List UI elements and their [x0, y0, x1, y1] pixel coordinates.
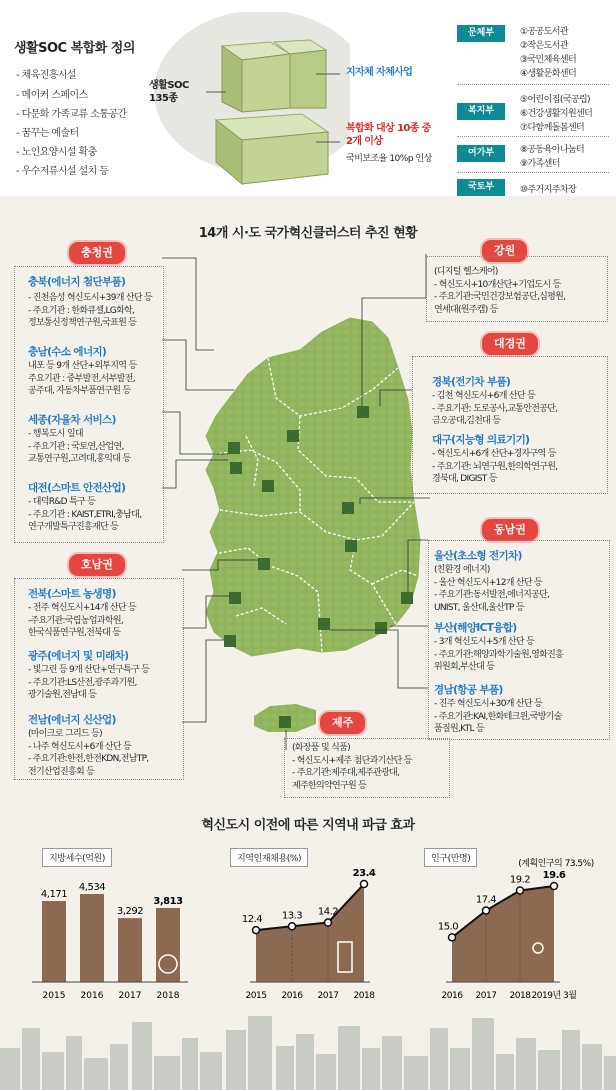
x-tick-label: 2018	[509, 991, 531, 1001]
soc-definition-panel	[0, 0, 616, 196]
cluster-heading: 대전(스마트 안전산업)	[28, 482, 126, 494]
x-tick-label: 2018	[353, 991, 375, 1001]
data-label: 19.6	[542, 870, 566, 881]
chart-title-population: 인구(만명)	[424, 848, 477, 867]
bar-value-label: 4,171	[40, 889, 68, 901]
chart-title-tax: 지방세수(억원)	[42, 848, 112, 867]
divider	[457, 84, 609, 85]
cluster-heading: 전북(스마트 농생명)	[28, 588, 116, 600]
bar-value-label: 4,534	[78, 882, 106, 893]
chart-title-hiring: 지역인재채용(%)	[230, 848, 308, 867]
cluster-details: (친환경 에너지) - 울산 혁신도시+12개 산단 등 - 주요기관:동서발전,에너지공단, UNIST, 울산대,울산TP 등	[434, 565, 550, 613]
ministry-item: ③국민체육센터	[520, 55, 577, 65]
area-fill	[256, 884, 364, 982]
tax-revenue-chart	[26, 864, 194, 1004]
data-label: 15.0	[437, 921, 459, 933]
bar	[80, 894, 104, 982]
effects-title: 혁신도시 이전에 따른 지역내 파급 효과	[201, 818, 415, 833]
cluster-details: - 대덕R&D 특구 등 - 주요기관 : KAIST,ETRI,충남대, 연구개발특구진흥재단 등	[28, 497, 142, 532]
region-badge-daegyeong: 대경권	[480, 331, 540, 357]
cluster-heading: 울산(초소형 전기차)	[434, 550, 522, 562]
data-label: 12.4	[241, 914, 263, 926]
target-label: 복합화 대상 10종 중 2개 이상	[346, 123, 431, 147]
ministry-item: ⑧공동육아나눔터	[520, 145, 585, 155]
cluster-heading: 전남(에너지 신산업)	[28, 714, 116, 726]
x-tick-label: 2018	[156, 991, 180, 1001]
definition-item: - 우수저류시설 설치 등	[16, 166, 109, 177]
ministry-badge: 국토부	[457, 179, 505, 196]
annotation-label: (계획인구의 73.5%)	[518, 859, 594, 869]
cluster-heading: 충북(에너지 첨단부품)	[28, 276, 126, 288]
cluster-heading: 대구(지능형 의료기기)	[432, 434, 530, 446]
local-project-label: 지자체 자체사업	[346, 67, 413, 78]
ministry-item: ⑩주거지주차장	[520, 185, 577, 195]
cluster-details: (마이크로 그리드 등) - 나주 혁신도시+6개 산단 등 - 주요기관:한전,한전KDN,전남TP, 전기산업진흥회 등	[28, 729, 149, 777]
divider	[457, 136, 609, 137]
definition-item: - 다문화 가족교류 소통공간	[16, 109, 127, 120]
definition-title: 생활SOC 복합화 정의	[14, 41, 135, 56]
x-tick-label: 2015	[245, 991, 267, 1001]
definition-item: - 메이커 스페이스	[16, 90, 88, 101]
cluster-details: - 3개 혁신도시+5개 산단 등 - 주요기관:해양과학기술원,영화진흥 위원회,부산대 등	[434, 637, 564, 672]
x-tick-label: 2019년 3월	[531, 991, 577, 1001]
cluster-details: 내포 등 9개 산단+외투지역 등 주요기관 : 중부발전,서부발전, 공주대, 자동차부품연구원 등	[28, 361, 137, 396]
divider	[457, 172, 609, 173]
data-point	[325, 919, 332, 926]
region-badge-dongnam: 동남권	[480, 517, 540, 543]
x-tick-label: 2017	[317, 991, 339, 1001]
bar-value-label: 3,813	[153, 895, 183, 907]
population-chart	[428, 830, 616, 1004]
bar	[118, 918, 142, 982]
x-tick-label: 2016	[80, 991, 104, 1001]
bar-value-label: 3,292	[116, 906, 144, 918]
cluster-details: - 행복도시 일대 - 주요기관 : 국토연,산업연, 교통연구원,고려대,홍익대 등	[28, 429, 131, 464]
cluster-heading: 경북(전기차 부품)	[432, 376, 511, 388]
data-label: 13.3	[281, 910, 303, 922]
data-point	[289, 923, 296, 930]
cluster-details: (디지털 헬스케어) - 혁신도시+10개산단+기업도시 등 - 주요기관:국민건강보험공단,심평원, 연세대(원주캠) 등	[434, 267, 566, 315]
cluster-details: - 혁신도시+6개 산단+경자구역 등 - 주요기관: 뇌연구원,한의학연구원, 경북대, DIGIST 등	[432, 449, 558, 484]
subsidy-label: 국비보조율 10%p 인상	[346, 154, 432, 164]
ministry-item: ⑥건강생활지원센터	[520, 109, 593, 119]
cluster-heading: 경남(항공 부품)	[434, 684, 503, 696]
data-point	[517, 887, 524, 894]
region-badge-honam: 호남권	[67, 552, 127, 578]
ministry-item: ⑨가족센터	[520, 159, 560, 169]
definition-item: - 노인요양시설 확충	[16, 147, 97, 158]
x-tick-label: 2016	[441, 991, 463, 1001]
ministry-item: ①공공도서관	[520, 27, 568, 37]
cube-label: 생활SOC 135종	[149, 80, 189, 104]
x-tick-label: 2015	[42, 991, 66, 1001]
ministry-item: ④생활문화센터	[520, 69, 577, 79]
data-point	[361, 881, 368, 888]
definition-item: - 체육진흥시설	[16, 70, 76, 81]
definition-item: - 꿈꾸는 예술터	[16, 128, 79, 139]
ministry-item: ②작은도서관	[520, 41, 568, 51]
ministry-badge: 여가부	[457, 145, 505, 162]
bar	[156, 908, 180, 982]
cluster-section-title: 14개 시·도 국가혁신클러스터 추진 현황	[198, 226, 418, 241]
cluster-details: - 김천 혁신도시+6개 산단 등 - 주요기관: 도로공사,교통안전공단, 금오공대,김천대 등	[432, 391, 558, 426]
ministry-item: ⑤어린이집(국공립)	[520, 95, 590, 105]
data-point	[449, 934, 456, 941]
bar	[42, 901, 66, 982]
region-badge-jeju: 제주	[318, 710, 367, 736]
data-label: 14.2	[317, 906, 339, 918]
cluster-heading: 부산(해양ICT융합)	[434, 622, 517, 634]
local-hiring-chart	[230, 864, 390, 1004]
data-point	[483, 907, 490, 914]
region-badge-gangwon: 강원	[480, 238, 529, 264]
region-badge-chungcheong: 충청권	[67, 240, 127, 266]
cluster-details: - 진천음성 혁신도시+39개 산단 등 - 주요기관 : 한화큐셀,LG화학, 정보통신정책연구원,국표원 등	[28, 293, 153, 328]
cluster-details: - 빛그린 등 9개 산단+연구특구 등 - 주요기관:LS산전,광주과기원, 광기술원,전남대 등	[28, 665, 150, 700]
city-skyline	[0, 1008, 616, 1090]
cluster-heading: 충남(수소 에너지)	[28, 346, 107, 358]
data-point	[253, 927, 260, 934]
x-tick-label: 2017	[118, 991, 142, 1001]
data-label: 23.4	[352, 868, 376, 879]
data-label: 19.2	[509, 874, 531, 886]
ministry-badge: 문체부	[457, 25, 505, 42]
cluster-details: (화장품 및 식품) - 혁신도시+제주 첨단과기산단 등 - 주요기관:제주대,제주관광대, 제주한의약연구원 등	[292, 743, 412, 791]
data-label: 17.4	[475, 894, 497, 906]
data-point	[551, 883, 558, 890]
cluster-heading: 세종(자율차 서비스)	[28, 414, 116, 426]
ministry-badge: 복지부	[457, 103, 505, 120]
x-tick-label: 2017	[475, 991, 497, 1001]
cluster-heading: 광주(에너지 및 미래차)	[28, 650, 129, 662]
ministry-item: ⑦다함께돌봄센터	[520, 123, 585, 133]
cluster-details: - 전주 혁신도시+14개 산단 등 -주요기관:국립농업과학원, 한국식품연구원,전북대 등	[28, 603, 137, 638]
x-tick-label: 2016	[281, 991, 303, 1001]
cluster-details: - 진주 혁신도시+30개 산단 등 - 주요기관:KAI,한화테크윈,국방기술 품질원,KTL 등	[434, 699, 562, 734]
